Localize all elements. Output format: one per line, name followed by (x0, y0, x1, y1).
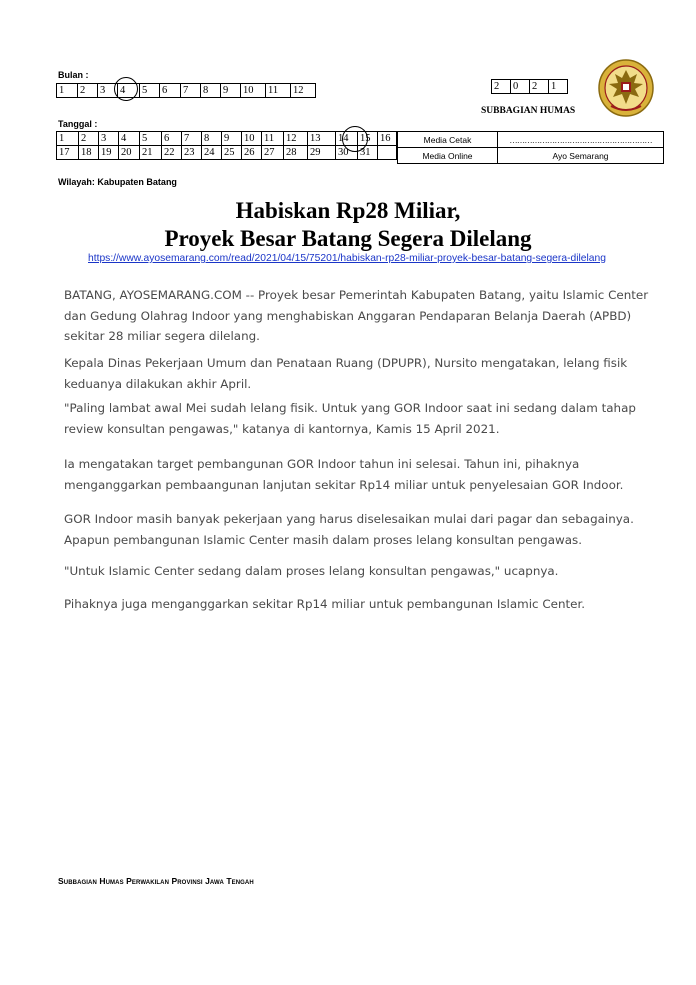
day-cell: 21 (140, 146, 162, 160)
year-digit: 0 (511, 80, 530, 94)
month-cell: 6 (160, 84, 181, 98)
paragraph: "Untuk Islamic Center sedang dalam proses lelang konsultan pengawas," ucapnya. (64, 564, 559, 578)
article-title-line2: Proyek Besar Batang Segera Dilelang (164, 226, 532, 251)
selected-day-circle (342, 126, 368, 152)
day-cell: 24 (202, 146, 222, 160)
day-cell (378, 146, 397, 160)
media-online-value: Ayo Semarang (498, 148, 664, 164)
day-cell: 1 (57, 132, 79, 146)
day-cell: 7 (182, 132, 202, 146)
article-source-link[interactable]: https://www.ayosemarang.com/read/2021/04/15/75201/habiskan-rp28-miliar-proyek-besar-batang-segera-dilelang (88, 253, 606, 264)
day-cell: 20 (119, 146, 140, 160)
day-cell: 15 (358, 132, 378, 146)
day-cell: 31 (358, 146, 378, 160)
day-cell: 8 (202, 132, 222, 146)
month-cell: 4 (118, 84, 140, 98)
day-cell: 29 (308, 146, 336, 160)
org-label: SUBBAGIAN HUMAS (481, 106, 576, 116)
month-grid (56, 83, 316, 98)
month-cell: 7 (181, 84, 201, 98)
garuda-emblem-icon (597, 58, 655, 118)
month-cell: 9 (221, 84, 241, 98)
month-cell: 12 (291, 84, 316, 98)
day-cell: 9 (222, 132, 242, 146)
tanggal-label: Tanggal : (58, 119, 98, 129)
day-cell: 26 (242, 146, 262, 160)
day-cell: 23 (182, 146, 202, 160)
day-cell: 18 (79, 146, 99, 160)
month-cell: 5 (140, 84, 160, 98)
selected-month-circle (114, 77, 138, 101)
day-cell: 14 (336, 132, 358, 146)
media-cetak-value: ………………………………………………… (498, 132, 664, 148)
day-cell: 25 (222, 146, 242, 160)
paragraph: Pihaknya juga menganggarkan sekitar Rp14 miliar untuk pembangunan Islamic Center. (64, 597, 586, 611)
day-cell: 12 (284, 132, 308, 146)
year-digit: 2 (530, 80, 549, 94)
month-cell: 1 (57, 84, 78, 98)
day-cell: 22 (162, 146, 182, 160)
day-cell: 2 (79, 132, 99, 146)
month-cell: 11 (266, 84, 291, 98)
day-cell: 17 (57, 146, 79, 160)
footer-org: Subbagian Humas Perwakilan Provinsi Jawa Tengah (58, 876, 254, 886)
month-cell: 3 (98, 84, 118, 98)
day-cell: 4 (119, 132, 140, 146)
day-cell: 28 (284, 146, 308, 160)
day-cell: 13 (308, 132, 336, 146)
month-cell: 2 (78, 84, 98, 98)
year-digit: 2 (492, 80, 511, 94)
media-online-label: Media Online (398, 148, 498, 164)
month-cell: 8 (201, 84, 221, 98)
paragraph: Kepala Dinas Pekerjaan Umum dan Penataan Ruang (DPUPR), Nursito mengatakan, lelang fisik keduanya dilakukan akhir April. (64, 356, 628, 391)
day-cell: 5 (140, 132, 162, 146)
media-cetak-label: Media Cetak (398, 132, 498, 148)
month-cell: 10 (241, 84, 266, 98)
paragraph: BATANG, AYOSEMARANG.COM -- Proyek besar Pemerintah Kabupaten Batang, yaitu Islamic Center dan Gedung Olahrag Indoor yang menghabiskan Anggaran Pendaparan Belanja Daerah (APBD) sekitar 28 miliar segera dilelang. (64, 288, 649, 343)
day-cell: 10 (242, 132, 262, 146)
media-table (397, 131, 664, 164)
day-cell: 19 (99, 146, 119, 160)
paragraph: GOR Indoor masih banyak pekerjaan yang harus diselesaikan mulai dari pagar dan sebagainya. Apapun pembangunan Islamic Center masih dalam proses lelang konsultan pengawas. (64, 512, 634, 547)
year-grid (491, 79, 568, 94)
bulan-label: Bulan : (58, 70, 89, 80)
article-title-line1: Habiskan Rp28 Miliar, (235, 198, 461, 223)
paragraph: "Paling lambat awal Mei sudah lelang fisik. Untuk yang GOR Indoor saat ini sedang dalam tahap review konsultan pengawas," katanya di kantornya, Kamis 15 April 2021. (64, 401, 636, 436)
day-cell: 30 (336, 146, 358, 160)
wilayah-label: Wilayah: Kabupaten Batang (58, 177, 177, 187)
day-cell: 27 (262, 146, 284, 160)
day-cell: 11 (262, 132, 284, 146)
day-cell: 3 (99, 132, 119, 146)
year-digit: 1 (549, 80, 568, 94)
paragraph: Ia mengatakan target pembangunan GOR Indoor tahun ini selesai. Tahun ini, pihaknya menganggarkan pembaangunan lanjutan sekitar Rp14 miliar untuk penyelesaian GOR Indoor. (64, 457, 624, 492)
day-cell: 6 (162, 132, 182, 146)
day-cell: 16 (378, 132, 397, 146)
